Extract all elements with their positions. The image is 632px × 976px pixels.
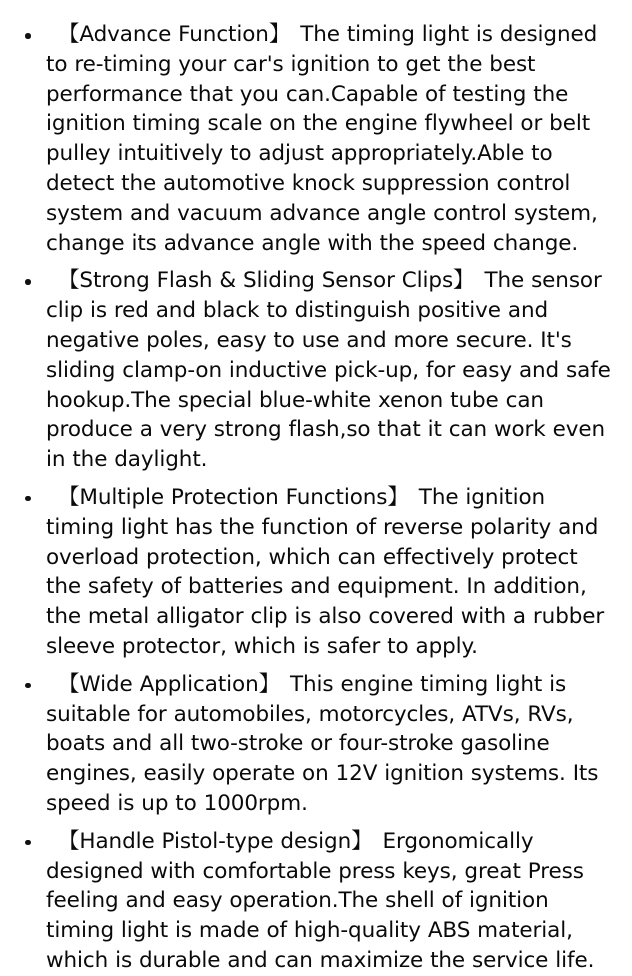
bullet-body: The ignition timing light has the function of reverse polarity and overload protection, which can effectively protect the safety of batteries and equipment. In addition, the metal alligator clip is also covered with a rubber sleeve protector, which is safer to apply.: [46, 484, 605, 659]
bullet-heading: 【Wide Application】: [58, 671, 280, 697]
bullet-content: [46, 266, 618, 475]
bullet-heading: 【Handle Pistol-type design】: [58, 828, 373, 854]
bullet-heading: 【Advance Function】: [58, 22, 291, 47]
bullet-content: [46, 483, 618, 662]
bullet-body: The sensor clip is red and black to distinguish positive and negative poles, easy to use and more secure. It's sliding clamp-on inductive pick-up, for easy and safe hookup.The special blue-white xenon tube can produce a very strong flash,so that it can work even in the daylight.: [46, 268, 611, 473]
list-item: [10, 266, 618, 475]
list-item: [10, 483, 618, 662]
bullet-heading: 【Strong Flash & Sliding Sensor Clips】: [58, 268, 475, 294]
bullet-heading: 【Multiple Protection Functions】: [58, 484, 409, 510]
list-item: [10, 827, 618, 976]
bullet-content: [46, 20, 618, 258]
bullet-content: [46, 827, 618, 976]
bullet-body: This engine timing light is suitable for automobiles, motorcycles, ATVs, RVs, boats and all two-stroke or four-stroke gasoline engines, easily operate on 12V ignition systems. Its speed is up to 1000rpm.: [46, 671, 599, 816]
page-top-spacer: [10, 10, 618, 20]
feature-bullet-list: [10, 20, 618, 976]
list-item: [10, 20, 618, 258]
bullet-body: The timing light is designed to re-timing your car's ignition to get the best performance that you can.Capable of testing the ignition timing scale on the engine flywheel or belt pulley intuitively to adjust appropriately.Able to detect the automotive knock suppression control system and vacuum advance angle control system, change its advance angle with the speed change.: [46, 22, 598, 256]
list-item: [10, 670, 618, 819]
bullet-content: [46, 670, 618, 819]
bullet-body: Ergonomically designed with comfortable press keys, great Press feeling and easy operation.The shell of ignition timing light is made of high-quality ABS material, which is durable and can maximize the service life.: [46, 828, 595, 973]
